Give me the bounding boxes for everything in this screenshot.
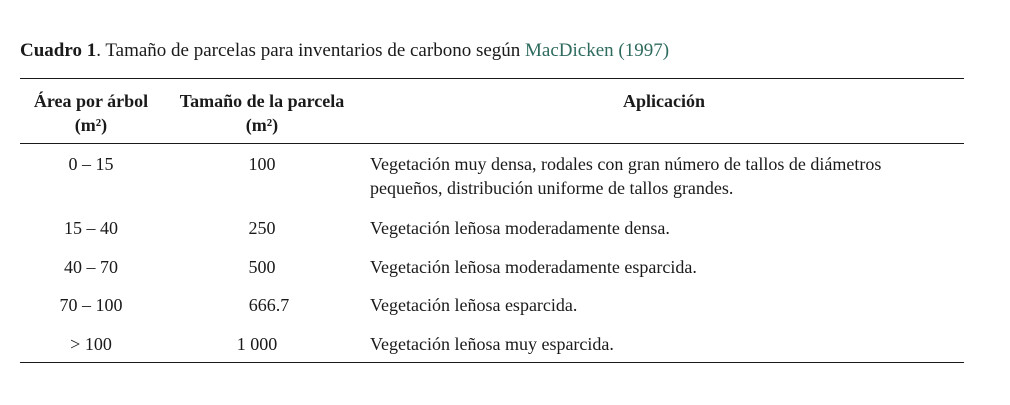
cell-size-value: 500	[248, 257, 276, 277]
cell-size	[164, 152, 360, 176]
cell-area: 15 – 40	[64, 218, 118, 238]
header-size-unit: (m²)	[245, 115, 279, 135]
cell-area: 0 – 15	[68, 154, 114, 174]
cell-application-line1: Vegetación leñosa moderadamente esparcida.	[370, 257, 697, 277]
cell-application	[370, 332, 964, 356]
cell-application	[370, 216, 964, 240]
cell-application	[370, 152, 964, 200]
header-area-line1: Área por árbol	[33, 91, 149, 111]
cell-application-line1: Vegetación leñosa moderadamente densa.	[370, 218, 670, 238]
cell-area: 70 – 100	[59, 295, 123, 315]
caption-citation-link[interactable]: MacDicken (1997)	[525, 40, 670, 61]
cell-size	[164, 255, 360, 279]
cell-application-line1: Vegetación muy densa, rodales con gran número de tallos de diámetros	[370, 154, 882, 174]
cell-size	[164, 216, 360, 240]
header-area-per-tree	[20, 89, 162, 137]
caption-text: . Tamaño de parcelas para inventarios de carbono según	[96, 40, 526, 61]
header-area-unit: (m²)	[74, 115, 108, 135]
caption-label: Cuadro 1	[20, 40, 97, 61]
header-application-label: Aplicación	[622, 91, 705, 111]
header-plot-size	[164, 89, 360, 137]
table-caption	[20, 40, 669, 62]
cell-size-value: 1 000	[236, 334, 278, 354]
cell-area: 40 – 70	[64, 257, 118, 277]
cell-application	[370, 293, 964, 317]
table-top-rule	[20, 78, 964, 79]
cell-size-value: 100	[248, 154, 276, 174]
table-header-rule	[20, 143, 964, 144]
cell-application-line1: Vegetación leñosa muy esparcida.	[370, 334, 614, 354]
header-application	[364, 89, 964, 113]
cell-application	[370, 255, 964, 279]
header-size-line1: Tamaño de la parcela	[179, 91, 345, 111]
cell-application-line1: Vegetación leñosa esparcida.	[370, 295, 578, 315]
cell-size-value: 250	[248, 218, 276, 238]
cell-size	[164, 332, 360, 356]
cell-application-line2: pequeños, distribución uniforme de tallos grandes.	[370, 178, 734, 198]
cell-size-value: 666.7	[248, 295, 290, 315]
cell-size	[164, 293, 360, 317]
cell-area: > 100	[70, 334, 112, 354]
table-bottom-rule	[20, 362, 964, 363]
